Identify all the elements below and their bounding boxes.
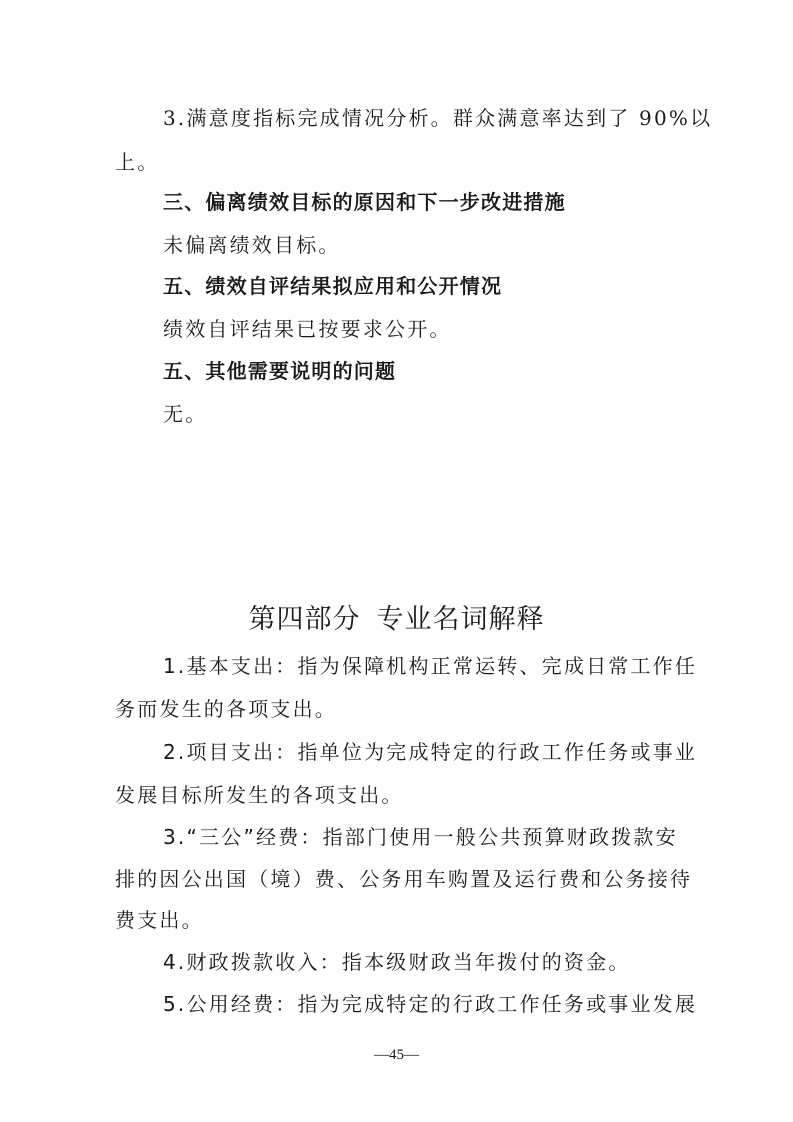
definition-text: 指本级财政当年拨付的资金。 [341, 950, 631, 974]
deviation-heading: 三、偏离绩效目标的原因和下一步改进措施 [163, 190, 566, 214]
application-text: 绩效自评结果已按要求公开。 [163, 317, 452, 341]
other-heading: 五、其他需要说明的问题 [163, 359, 397, 383]
satisfaction-paragraph-line1: 3.满意度指标完成情况分析。群众满意率达到了 90%以 [163, 106, 713, 130]
page-number: —45— [374, 1047, 419, 1063]
definition-label: 2.项目支出： [163, 740, 298, 764]
definition-item [163, 950, 631, 974]
definition-continuation: 排的因公出国（境）费、公务用车购置及运行费和公务接待 [115, 867, 693, 891]
part4-title [0, 603, 793, 637]
definition-item [163, 654, 697, 678]
part4-title-name: 专业名词解释 [376, 604, 545, 635]
part4-title-number: 第四部分 [248, 604, 361, 635]
definition-item [163, 825, 678, 849]
definition-label: 4.财政拨款收入： [163, 950, 342, 974]
definition-item [163, 740, 697, 764]
definition-text: 指部门使用一般公共预算财政拨款安 [322, 825, 678, 849]
definition-label: 1.基本支出： [163, 654, 298, 678]
other-text: 无。 [163, 402, 208, 426]
application-heading: 五、绩效自评结果拟应用和公开情况 [163, 274, 503, 298]
definition-label: 3.“三公”经费： [163, 825, 323, 849]
definition-label: 5.公用经费： [163, 992, 298, 1016]
definition-continuation: 发展目标所发生的各项支出。 [115, 783, 404, 807]
definition-text: 指为完成特定的行政工作任务或事业发展 [297, 992, 698, 1016]
definition-item [163, 992, 697, 1016]
definition-text: 指单位为完成特定的行政工作任务或事业 [297, 740, 698, 764]
deviation-text: 未偏离绩效目标。 [163, 233, 341, 257]
satisfaction-paragraph-line2: 上。 [115, 150, 160, 174]
definition-continuation: 务而发生的各项支出。 [115, 697, 337, 721]
definition-continuation: 费支出。 [115, 908, 204, 932]
definition-text: 指为保障机构正常运转、完成日常工作任 [297, 654, 698, 678]
